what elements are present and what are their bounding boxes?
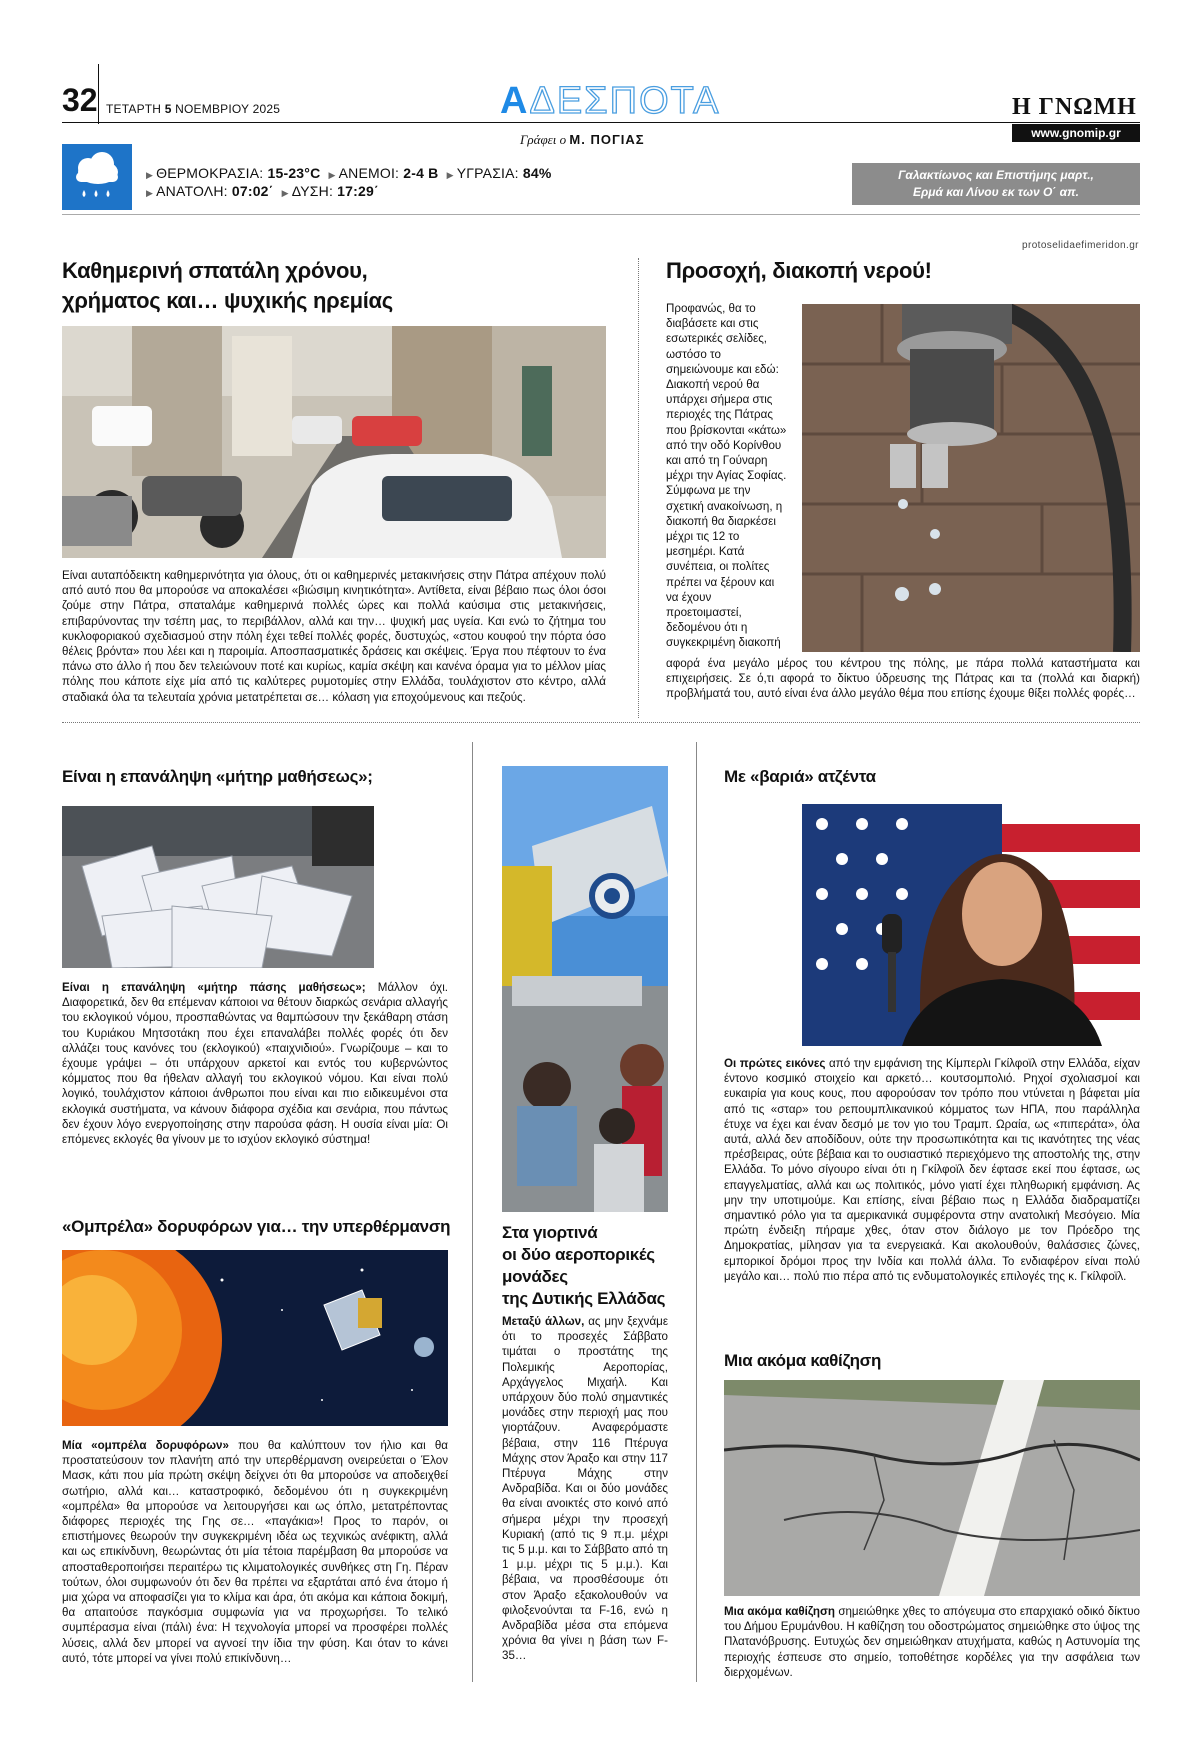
source-credit: protoselidaefimeridon.gr: [1022, 240, 1139, 251]
byline: Γράφει ο Μ. ΠΟΓΙΑΣ: [520, 132, 645, 147]
guilfoyle-headline: Με «βαριά» ατζέντα: [724, 767, 876, 786]
road-subsidence-photo: [724, 1380, 1140, 1596]
column-divider: [638, 258, 639, 718]
header-divider: [98, 64, 99, 124]
weather-line-2: ▶ ΑΝΑΤΟΛΗ: 07:02΄ ▶ ΔΥΣΗ: 17:29΄: [146, 183, 379, 199]
website-link[interactable]: www.gnomip.gr: [1012, 124, 1140, 142]
page-number: 32: [62, 82, 98, 118]
newspaper-logo: Η ΓΝΩΜΗ: [1012, 94, 1137, 120]
airforce-body: Μεταξύ άλλων, ας μην ξεχνάμε ότι το προσεχές Σάββατο τιμάται ο προστάτης της Πολεμικής Αεροπορίας, Αρχάγγελος Μιχαήλ. Και υπάρχουν δύο πολύ σημαντικές μονάδες στην περιοχή μας που γιορτάζουν. Αναφερόμαστε βέβαια, στην 116 Πτέρυγα Μάχης στον Άραξο και στην 117 Πτέρυγα Μάχης στην Ανδραβίδα. Και οι δύο μονάδες θα είναι ανοικτές στο κοινό από σήμερα μέχρι την προσεχή Κυριακή (από τις 9 π.μ. μέχρι τις 5 μ.μ. και το Σάββατο από τη 1 μ.μ. μέχρι τις 5 μ.μ.). Και βέβαια, να προσθέσουμε ότι στον Άραξο εξακολουθούν να φιλοξενούνται τα F-16, ενώ η Ανδραβίδα μέσα στα επόμενα χρόνια θα γίνει η βάση των F-35…: [502, 1315, 668, 1663]
ballot-photo: [62, 806, 374, 968]
rain-cloud-icon: [62, 144, 132, 210]
airforce-photo: [502, 766, 668, 1212]
subsidence-headline: Μια ακόμα καθίζηση: [724, 1351, 882, 1370]
airforce-headline: Στα γιορτινά οι δύο αεροπορικές μονάδες της Δυτικής Ελλάδας: [502, 1223, 666, 1308]
subsidence-body: Μια ακόμα καθίζηση σημειώθηκε χθες το απόγευμα στο επαρχιακό οδικό δίκτυο του Δήμου Ερυμάνθου. Η καθίζηση του οδοστρώματος σημειώθηκε στο ύψος της Πλατανόβρυσης. Ευτυχώς δεν σημειώθηκαν ατυχήματα, καθώς η Αστυνομία της περιοχής έσπευσε στο σημείο, τοποθέτησε κορδέλες για την ασφάλεια των διερχομένων.: [724, 1605, 1140, 1679]
water-body-narrow: Προφανώς, θα το διαβάσετε και στις εσωτερικές σελίδες, ωστόσο το σημειώνουμε και εδώ: Διακοπή νερού θα υπάρχει σήμερα στις περιοχές της Πάτρας που βρίσκονται «κάτω» από την οδό Κορίνθου και από τη Γούναρη μέχρι την Αγίας Σοφίας. Σύμφωνα με την σχετική ανακοίνωση, η διακοπή θα διαρκέσει μέχρι τις 12 το μεσημέρι. Κατά συνέπεια, οι πολίτες πρέπει να ξέρουν και να έχουν προετοιμαστεί, δεδομένου ότι η συγκεκριμένη διακοπή: [666, 302, 787, 650]
weather-line-1: ▶ ΘΕΡΜΟΚΡΑΣΙΑ: 15-23°C ▶ ΑΝΕΜΟΙ: 2-4 Β ▶ ΥΓΡΑΣΙΑ: 84%: [146, 165, 552, 181]
traffic-headline: Καθημερινή σπατάλη χρόνου, χρήματος και… ψυχικής ηρεμίας: [62, 258, 393, 313]
issue-date: ΤΕΤΑΡΤΗ 5 ΝΟΕΜΒΡΙΟΥ 2025: [106, 102, 281, 116]
traffic-body: Είναι αυταπόδεικτη καθημερινότητα για όλους, ότι οι καθημερινές μετακινήσεις στην Πάτρα απέχουν πολύ από αυτό που θα μπορούσε να αποκαλέσει «βιώσιμη κινητικότητα». Αντίθετα, είναι βέβαιο πως όλοι όσοι ζούμε στην Πάτρα, σπαταλάμε καθημερινά πολλές ώρες και πολλά καύσιμα στις μετακινήσεις, επιβαρύνοντας την τσέπη μας, το περιβάλλον, αλλά και την… ψυχική μας υγεία. Και ενώ το ζήτημα του κυκλοφοριακού σχεδιασμού στην πόλη έχει τεθεί πολλές φορές, δυστυχώς, «στου κουφού την πόρτα όσο θέλεις βρόντα» που λέει και η παροιμία. Αποσπασματικές δράσεις και σκέψεις. Έργα που πέφτουν το ένα πάνω στο άλλο ή που δεν τελειώνουν ποτέ και κυρίως, καμία σκέψη και κανένα όραμα για το μέλλον μίας πόλης που κάποτε είχε μία από τις καλύτερες ρυμοτομίες στην Ελλάδα, τουλάχιστον στο κέντρο, αλλά σταδιακά όλα τα τελευταία χρόνια μετατρέπεται σε… κόλαση για εποχούμενους και πεζούς.: [62, 569, 606, 704]
water-headline: Προσοχή, διακοπή νερού!: [666, 258, 932, 283]
header-rule: [62, 122, 1140, 123]
column-divider: [472, 742, 473, 1682]
water-tap-photo: [802, 304, 1140, 652]
elections-body: Είναι η επανάληψη «μήτηρ πάσης μαθήσεως»; Μάλλον όχι. Διαφορετικά, δεν θα επέμεναν κάποιοι να θέτουν διαρκώς σενάρια αλλαγής του εκλογικού νόμου, προσπαθώντας να θαμπώσουν την ξεκάθαρη στάση του Κυριάκου Μητσοτάκη που έχει επαναλάβει πολλές φορές ότι δεν αλλάζει τους κανόνες του (εκλογικού) «παιχνιδιού». Γνωρίζουμε – και το έχουμε γράψει – ότι υπάρχουν αρκετοί και εντός του κυβερνώντος κόμματος που θα ήθελαν αλλαγή του εκλογικού νόμου. Και είναι πολύ λογικό, τουλάχιστον κάποιοι άνθρωποι που είναι και πιο ειδικευμένοι στα εκλογικά συστήματα, να κάνουν διάφορα σχέδια και σενάρια, που πάντως δεν έχουν λόγο ενεργοποίησης στην παρούσα φάση. Η ουσία είναι μία: Οι επόμενες εκλογές θα γίνουν με το ισχύον εκλογικό σύστημα!: [62, 981, 448, 1147]
guilfoyle-photo: [802, 804, 1140, 1046]
elections-headline: Είναι η επανάληψη «μήτηρ μαθήσεως»;: [62, 767, 373, 786]
section-title: ΑΔΕΣΠΟΤΑ: [500, 80, 721, 122]
umbrella-body: Μία «ομπρέλα δορυφόρων» που θα καλύπτουν τον ήλιο και θα προστατεύσουν τον πλανήτη από την υπερθέρμανση ονειρεύεται ο Έλον Μασκ, κάτι που μία πρώτη σκέψη δείχνει ότι θα μπορούσε να αποδειχθεί σωτήριο, αλλά και… καταστροφικό, δεδομένου ότι η συγκεκριμένη «ομπρέλα» θα μπορούσε να λειτουργήσει και ως όπλο, μετατρέποντας διάφορες περιοχές της Γης σε… «παγάκια»! Προς το παρόν, οι επιστήμονες θεωρούν την συγκεκριμένη ιδέα ως τεχνικώς ανέφικτη, αλλά και ως επικίνδυνη, θεωρώντας ότι μία τέτοια παρέμβαση θα μπορούσε να αποσταθεροποιήσει περαιτέρω τις κλιματολογικές συνθήκες στη Γη. Πέραν τούτων, όλοι συμφωνούν ότι δεν θα πρέπει να εξαρτάται από ένα άτομο ή μια χώρα να αποφασίζει για το κλίμα και άρα, ότι ακόμα και κάποια δοκιμή, θα απαιτούσε παγκόσμια συμφωνία για να προχωρήσει. Το τελικό συμπέρασμα είναι (πάλι) ένα: Η τεχνολογία μπορεί να προσφέρει πολλές λύσεις, αλλά δεν μπορεί να αγνοεί την ίδια την φύση. Και όταν το κάνει αυτό, τότε μπορεί να γίνει πολύ επικίνδυνη…: [62, 1439, 448, 1665]
traffic-article: [62, 256, 622, 316]
saints-of-day: Γαλακτίωνος και Επιστήμης μαρτ., Ερμά και Λίνου εκ των Ο΄ απ.: [852, 163, 1140, 205]
umbrella-headline: «Ομπρέλα» δορυφόρων για… την υπερθέρμανση: [62, 1217, 451, 1236]
water-body-wide: αφορά ένα μεγάλο μέρος του κέντρου της πόλης, με πάρα πολλά καταστήματα και επιχειρήσεις. Σε ό,τι αφορά το δίκτυο ύδρευσης της Πάτρας και τα (πολλά και διαρκή) προβλήματά του, αυτό είναι ένα άλλο μεγάλο θέμα που επίσης έχουμε θίξει πολλές φορές…: [666, 657, 1140, 701]
satellites-photo: [62, 1250, 448, 1426]
weather-rule: [62, 214, 1140, 215]
guilfoyle-body: Οι πρώτες εικόνες από την εμφάνιση της Κίμπερλι Γκίλφοϊλ στην Ελλάδα, είχαν έντονο κοσμικό στοιχείο και αρκετό… κουτσομπολιό. Ρηχοί σχολιασμοί και ευκαιρία για κους κους, που αφορούσαν τον τρόπο που ντύνεται η βάφεται μία από τις «σταρ» του ρεπουμπλικανικού κόμματος των ΗΠΑ, που παράλληλα έτυχε να έχει και έναν δεσμό με τον γιο του Τραμπ. Ωραία, ως «πιπεράτα», όλα αυτά, αλλά δεν αποδίδουν, ούτε την προσωπικότητα και τις ικανότητες της νέας πρέσβειρας, ούτε βέβαια και το ουσιαστικό περιεχόμενο της αποστολής της, στην Ελλάδα. Το μόνο σίγουρο είναι ότι η Γκίλφοϊλ δεν έφτασε εκεί που έφτασε, ως επαγγελματίας, αλλά και ως πολιτικός, μόνο γιατί έχει πληθωρική εμφάνιση. Ας μην την υποτιμούμε. Και επίσης, είναι βέβαιο πως η Ελλάδα διαδραματίζει σημαντικό ρόλο για τα αμερικανικά συμφέροντα στην ανατολική Μεσόγειο. Μία πρώτη ένδειξη πήραμε χθες, όταν στον διάλογο με τον Πρόεδρο της Δημοκρατίας, μίλησαν για τα ενεργειακά. Και ακολουθούν, θαλάσσιες ζώνες, εμπορικοί δρόμοι προς την Ινδία και πολλά άλλα. Το ενδιαφέρον είναι πολύ μεγάλο και… πολύ πιο πέρα από τις ενδυματολογικές επιλογές της κ. Γκίλφοϊλ.: [724, 1057, 1140, 1283]
traffic-photo: [62, 326, 606, 558]
section-divider: [62, 722, 1140, 723]
column-divider: [696, 742, 697, 1682]
